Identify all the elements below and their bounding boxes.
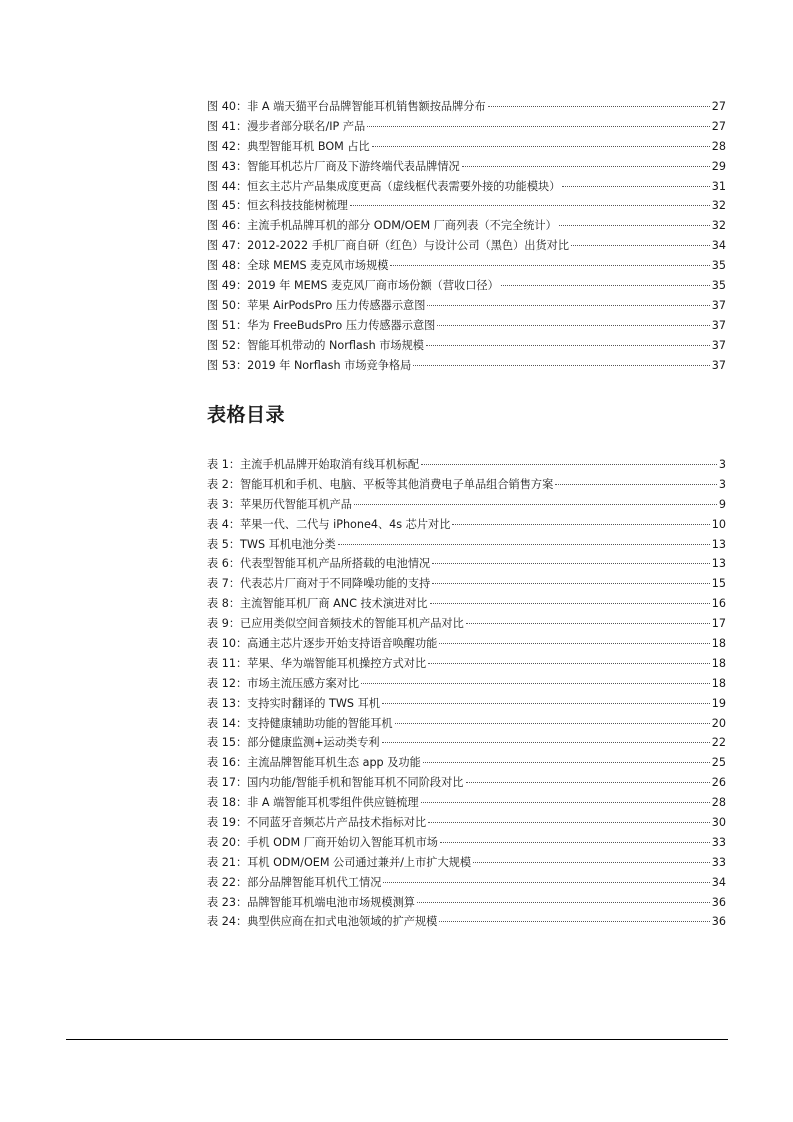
figure-toc-entry[interactable] xyxy=(207,276,726,296)
toc-entry-label: 表 16：主流品牌智能耳机生态 app 及功能 xyxy=(207,756,421,770)
table-toc-list xyxy=(207,455,726,932)
table-toc-entry[interactable] xyxy=(207,594,726,614)
dot-leader xyxy=(466,782,710,783)
dot-leader xyxy=(372,146,710,147)
toc-entry-label: 表 9：已应用类似空间音频技术的智能耳机产品对比 xyxy=(207,617,464,631)
dot-leader xyxy=(440,842,710,843)
toc-page-number: 9 xyxy=(718,497,726,511)
dot-leader xyxy=(413,365,709,366)
toc-entry-label: 表 11：苹果、华为端智能耳机操控方式对比 xyxy=(207,656,427,670)
toc-page-number: 16 xyxy=(711,597,726,611)
dot-leader xyxy=(437,325,709,326)
toc-page-number: 32 xyxy=(711,219,726,233)
toc-entry-label: 表 18：非 A 端智能耳机零组件供应链梳理 xyxy=(207,796,419,810)
toc-entry-label: 图 47：2012-2022 手机厂商自研（红色）与设计公司（黑色）出货对比 xyxy=(207,239,570,253)
toc-page-number: 33 xyxy=(711,835,726,849)
toc-entry-label: 图 51：华为 FreeBudsPro 压力传感器示意图 xyxy=(207,318,436,332)
figure-toc-entry[interactable] xyxy=(207,196,726,216)
toc-entry-label: 表 20：手机 ODM 厂商开始切入智能耳机市场 xyxy=(207,835,438,849)
figure-toc-entry[interactable] xyxy=(207,336,726,356)
table-toc-entry[interactable] xyxy=(207,753,726,773)
dot-leader xyxy=(426,345,710,346)
figure-toc-entry[interactable] xyxy=(207,216,726,236)
toc-page-number: 28 xyxy=(711,796,726,810)
toc-page-number: 32 xyxy=(711,199,726,213)
toc-entry-label: 图 45：恒玄科技技能树梳理 xyxy=(207,199,348,213)
toc-page-number: 33 xyxy=(711,855,726,869)
toc-entry-label: 表 7：代表芯片厂商对于不同降噪功能的支持 xyxy=(207,577,431,591)
toc-page-number: 36 xyxy=(711,915,726,929)
toc-page-number: 26 xyxy=(711,776,726,790)
footer-divider xyxy=(66,1039,728,1040)
dot-leader xyxy=(354,504,717,505)
toc-entry-label: 图 40：非 A 端天猫平台品牌智能耳机销售额按品牌分布 xyxy=(207,100,486,113)
dot-leader xyxy=(501,285,710,286)
dot-leader xyxy=(350,205,710,206)
dot-leader xyxy=(562,186,709,187)
toc-entry-label: 表 24：典型供应商在扣式电池领域的扩产规模 xyxy=(207,915,438,929)
dot-leader xyxy=(488,106,710,107)
dot-leader xyxy=(430,603,710,604)
toc-page-number: 18 xyxy=(711,637,726,651)
toc-page-number: 3 xyxy=(718,477,726,491)
dot-leader xyxy=(571,245,710,246)
table-toc-entry[interactable] xyxy=(207,574,726,594)
toc-entry-label: 图 50：苹果 AirPodsPro 压力传感器示意图 xyxy=(207,298,426,312)
toc-page-number: 20 xyxy=(711,716,726,730)
dot-leader xyxy=(555,484,717,485)
table-toc-entry[interactable] xyxy=(207,773,726,793)
dot-leader xyxy=(466,623,710,624)
toc-page-number: 13 xyxy=(711,537,726,551)
toc-entry-label: 表 6：代表型智能耳机产品所搭载的电池情况 xyxy=(207,557,431,571)
toc-page-number: 17 xyxy=(711,617,726,631)
toc-page-number: 37 xyxy=(711,358,726,372)
figure-toc-entry[interactable] xyxy=(207,117,726,137)
toc-entry-label: 表 2：智能耳机和手机、电脑、平板等其他消费电子单品组合销售方案 xyxy=(207,477,554,491)
toc-entry-label: 图 49：2019 年 MEMS 麦克风厂商市场份额（营收口径） xyxy=(207,279,499,293)
figure-toc-entry[interactable] xyxy=(207,296,726,316)
dot-leader xyxy=(428,663,710,664)
dot-leader xyxy=(382,703,710,704)
table-toc-entry[interactable] xyxy=(207,495,726,515)
dot-leader xyxy=(421,802,710,803)
toc-page-number: 3 xyxy=(718,458,726,471)
table-toc-entry[interactable] xyxy=(207,674,726,694)
toc-page-number: 19 xyxy=(711,696,726,710)
table-toc-entry[interactable] xyxy=(207,455,726,475)
toc-entry-label: 表 10：高通主芯片逐步开始支持语音唤醒功能 xyxy=(207,637,438,651)
table-of-tables-heading: 表格目录 xyxy=(207,404,286,426)
dot-leader xyxy=(390,265,709,266)
toc-entry-label: 表 12：市场主流压感方案对比 xyxy=(207,676,360,690)
table-toc-entry[interactable] xyxy=(207,793,726,813)
toc-page-number: 34 xyxy=(711,875,726,889)
toc-page-number: 35 xyxy=(711,259,726,273)
toc-page-number: 31 xyxy=(711,179,726,193)
toc-page-number: 27 xyxy=(711,119,726,133)
dot-leader xyxy=(439,643,709,644)
dot-leader xyxy=(559,225,710,226)
dot-leader xyxy=(421,464,717,465)
dot-leader xyxy=(395,723,710,724)
figure-toc-entry[interactable] xyxy=(207,236,726,256)
toc-entry-label: 表 15：部分健康监测+运动类专利 xyxy=(207,736,380,750)
toc-entry-label: 图 52：智能耳机带动的 Norflash 市场规模 xyxy=(207,338,424,352)
toc-page-number: 13 xyxy=(711,557,726,571)
table-toc-entry[interactable] xyxy=(207,912,726,932)
toc-entry-label: 图 42：典型智能耳机 BOM 占比 xyxy=(207,139,370,153)
toc-page-number: 37 xyxy=(711,318,726,332)
table-toc-entry[interactable] xyxy=(207,733,726,753)
toc-page-number: 37 xyxy=(711,338,726,352)
toc-entry-label: 表 22：部分品牌智能耳机代工情况 xyxy=(207,875,382,889)
figure-toc-entry[interactable] xyxy=(207,157,726,177)
figure-toc-entry[interactable] xyxy=(207,137,726,157)
dot-leader xyxy=(432,583,710,584)
dot-leader xyxy=(462,166,710,167)
dot-leader xyxy=(473,862,710,863)
toc-entry-label: 表 19：不同蓝牙音频芯片产品技术指标对比 xyxy=(207,816,427,830)
dot-leader xyxy=(428,822,710,823)
toc-entry-label: 表 3：苹果历代智能耳机产品 xyxy=(207,497,352,511)
toc-page-number: 29 xyxy=(711,159,726,173)
toc-page-number: 34 xyxy=(711,239,726,253)
toc-entry-label: 表 23：品牌智能耳机端电池市场规模测算 xyxy=(207,895,415,909)
table-toc-entry[interactable] xyxy=(207,833,726,853)
dot-leader xyxy=(338,544,710,545)
figure-toc-entry[interactable] xyxy=(207,256,726,276)
toc-page-number: 35 xyxy=(711,279,726,293)
dot-leader xyxy=(439,921,709,922)
toc-page-number: 27 xyxy=(711,100,726,113)
toc-entry-label: 表 21：耳机 ODM/OEM 公司通过兼并/上市扩大规模 xyxy=(207,855,472,869)
toc-page-number: 18 xyxy=(711,656,726,670)
table-toc-entry[interactable] xyxy=(207,694,726,714)
table-toc-entry[interactable] xyxy=(207,515,726,535)
toc-entry-label: 表 4：苹果一代、二代与 iPhone4、4s 芯片对比 xyxy=(207,517,451,531)
toc-page-number: 15 xyxy=(711,577,726,591)
toc-page-number: 36 xyxy=(711,895,726,909)
toc-page-number: 22 xyxy=(711,736,726,750)
table-toc-entry[interactable] xyxy=(207,475,726,495)
figure-toc-entry[interactable] xyxy=(207,97,726,117)
figure-toc-entry[interactable] xyxy=(207,356,726,376)
table-toc-entry[interactable] xyxy=(207,853,726,873)
dot-leader xyxy=(383,882,709,883)
dot-leader xyxy=(452,524,709,525)
dot-leader xyxy=(417,902,710,903)
table-toc-entry[interactable] xyxy=(207,873,726,893)
figure-toc-entry[interactable] xyxy=(207,316,726,336)
toc-entry-label: 图 43：智能耳机芯片厂商及下游终端代表品牌情况 xyxy=(207,159,460,173)
table-toc-entry[interactable] xyxy=(207,714,726,734)
dot-leader xyxy=(361,683,710,684)
table-toc-entry[interactable] xyxy=(207,535,726,555)
dot-leader xyxy=(423,762,710,763)
table-toc-entry[interactable] xyxy=(207,893,726,913)
dot-leader xyxy=(427,305,709,306)
toc-entry-label: 表 8：主流智能耳机厂商 ANC 技术演进对比 xyxy=(207,597,428,611)
toc-entry-label: 图 41：漫步者部分联名/IP 产品 xyxy=(207,119,366,133)
toc-page-number: 37 xyxy=(711,298,726,312)
toc-page-number: 10 xyxy=(711,517,726,531)
toc-page-number: 30 xyxy=(711,816,726,830)
toc-page-number: 18 xyxy=(711,676,726,690)
figure-toc-entry[interactable] xyxy=(207,177,726,197)
dot-leader xyxy=(367,126,710,127)
table-toc-entry[interactable] xyxy=(207,554,726,574)
toc-entry-label: 表 14：支持健康辅助功能的智能耳机 xyxy=(207,716,393,730)
toc-entry-label: 表 1：主流手机品牌开始取消有线耳机标配 xyxy=(207,458,420,471)
table-toc-entry[interactable] xyxy=(207,614,726,634)
toc-entry-label: 图 44：恒玄主芯片产品集成度更高（虚线框代表需要外接的功能模块） xyxy=(207,179,561,193)
table-toc-entry[interactable] xyxy=(207,813,726,833)
toc-entry-label: 图 53：2019 年 Norflash 市场竞争格局 xyxy=(207,358,412,372)
toc-entry-label: 表 17：国内功能/智能手机和智能耳机不同阶段对比 xyxy=(207,776,464,790)
dot-leader xyxy=(432,563,710,564)
toc-page-number: 25 xyxy=(711,756,726,770)
dot-leader xyxy=(382,742,710,743)
toc-entry-label: 图 48：全球 MEMS 麦克风市场规模 xyxy=(207,259,389,273)
toc-page-number: 28 xyxy=(711,139,726,153)
table-toc-entry[interactable] xyxy=(207,634,726,654)
figure-toc-list xyxy=(207,97,726,375)
table-toc-entry[interactable] xyxy=(207,654,726,674)
toc-entry-label: 表 5：TWS 耳机电池分类 xyxy=(207,537,336,551)
toc-entry-label: 表 13：支持实时翻译的 TWS 耳机 xyxy=(207,696,380,710)
toc-entry-label: 图 46：主流手机品牌耳机的部分 ODM/OEM 厂商列表（不完全统计） xyxy=(207,219,557,233)
